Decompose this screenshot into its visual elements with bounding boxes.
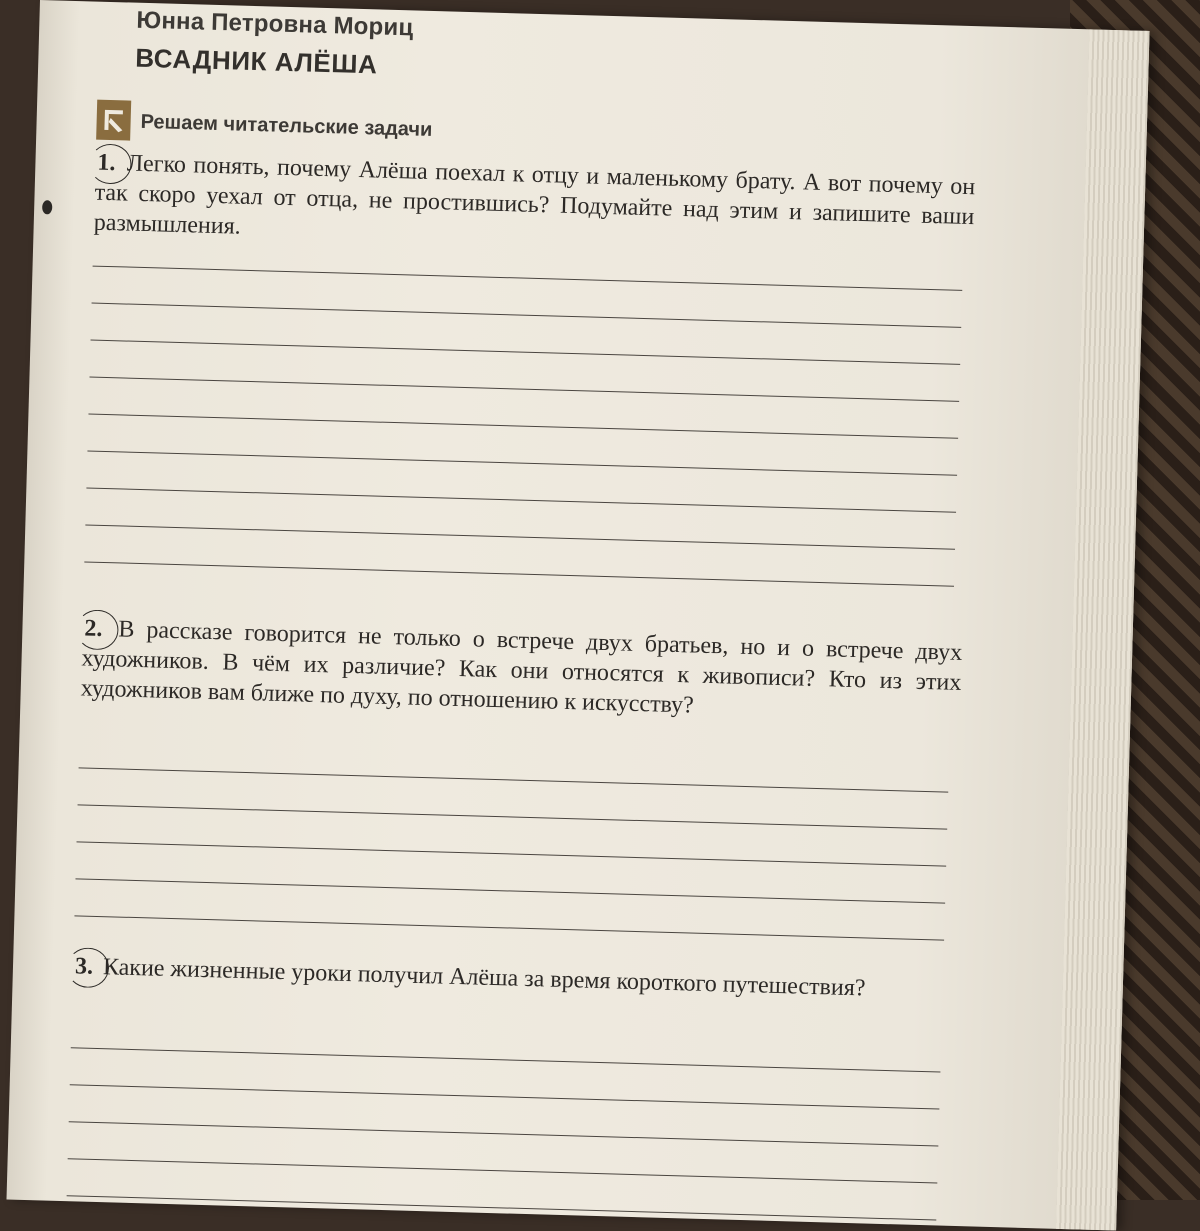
author-name: Юнна Петровна Мориц <box>136 6 414 42</box>
story-title: ВСАДНИК АЛЁША <box>135 42 378 80</box>
answer-lines-1[interactable] <box>84 230 963 587</box>
answer-lines-3[interactable] <box>67 1011 942 1220</box>
task-text: Какие жизненные уроки получил Алёша за время короткого путешествия? <box>102 954 866 1002</box>
workbook-page <box>6 0 1149 1231</box>
task-number: 1. <box>95 148 118 179</box>
task-number: 3. <box>73 951 96 982</box>
task-text: Легко понять, почему Алёша поехал к отцу и маленькому брату. А вот почему он так скоро уехал от отца, не простившись? Подумайте над этим и запишите ваши размышления. <box>93 150 976 240</box>
task-number: 2. <box>82 613 105 644</box>
pencil-icon <box>96 100 131 141</box>
answer-lines-2[interactable] <box>74 731 949 940</box>
section-title: Решаем читательские задачи <box>140 110 433 142</box>
task-2 <box>80 613 962 728</box>
task-text: В рассказе говорится не только о встрече двух братьев, но и о встрече двух художников. В чём их различие? Как они относятся к живописи? Кто из этих художников вам ближе по духу, по отношению к искусству? <box>80 616 963 719</box>
task-3 <box>73 951 953 1006</box>
ink-mark <box>42 200 52 214</box>
